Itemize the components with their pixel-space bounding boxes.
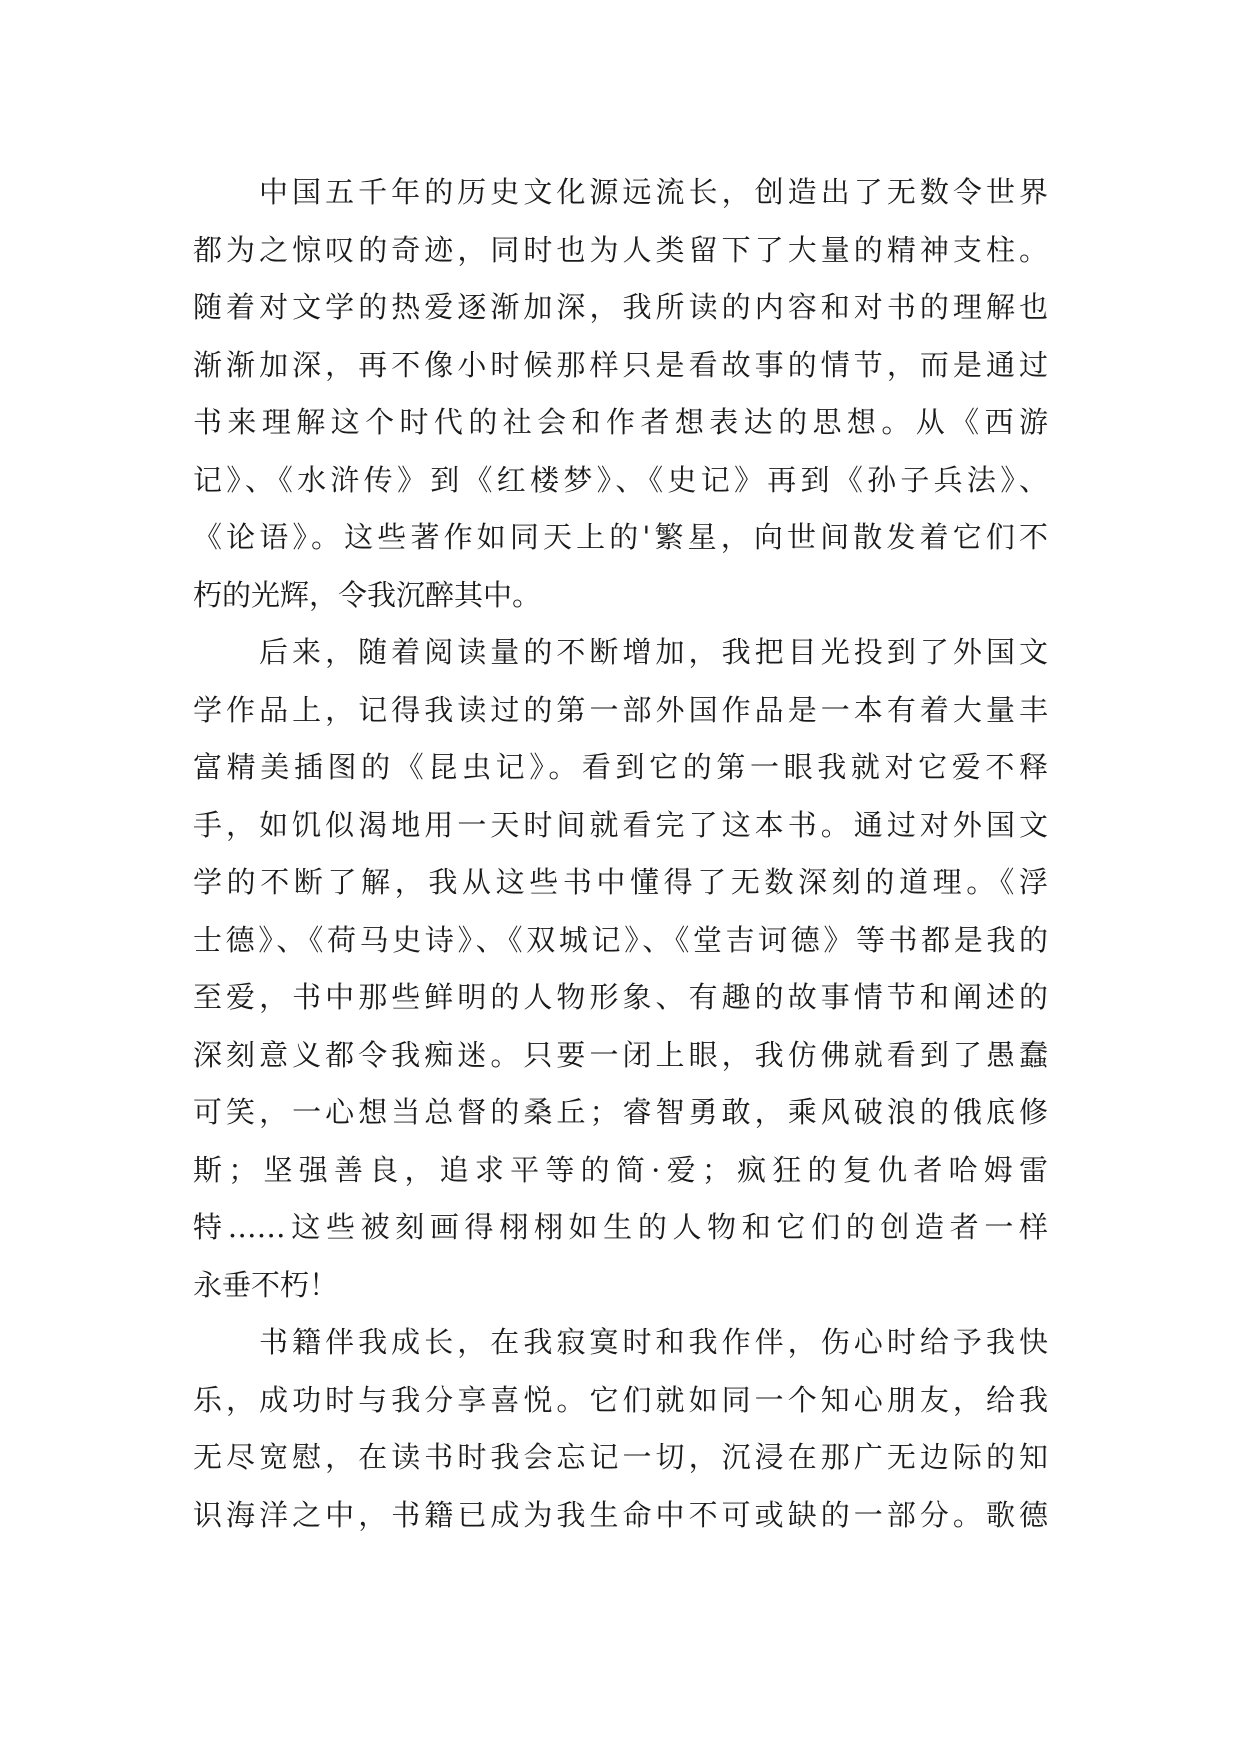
paragraph-1-line-1: 中国五千年的历史文化源远流长，创造出了无数令世界 [259, 175, 1048, 209]
paragraph-1-line-5: 书来理解这个时代的社会和作者想表达的思想。从《西游 [193, 405, 1048, 439]
paragraph-1-line-8: 朽的光辉，令我沉醉其中。 [193, 577, 542, 612]
paragraph-3-line-3: 无尽宽慰，在读书时我会忘记一切，沉浸在那广无边际的知 [193, 1440, 1048, 1474]
paragraph-1-line-6: 记》、《水浒传》到《红楼梦》、《史记》再到《孙子兵法》、 [193, 462, 1048, 497]
paragraph-2-line-12: 永垂不朽！ [193, 1267, 339, 1302]
paragraph-2-line-9: 可笑，一心想当总督的桑丘；睿智勇敢，乘风破浪的俄底修 [193, 1095, 1048, 1129]
paragraph-2-line-4: 手，如饥似渴地用一天时间就看完了这本书。通过对外国文 [193, 807, 1048, 842]
paragraph-3-line-1: 书籍伴我成长，在我寂寞时和我作伴，伤心时给予我快 [259, 1325, 1048, 1359]
paragraph-2-line-8: 深刻意义都令我痴迷。只要一闭上眼，我仿佛就看到了愚蠢 [193, 1037, 1048, 1072]
paragraph-1-line-2: 都为之惊叹的奇迹，同时也为人类留下了大量的精神支柱。 [193, 232, 1048, 267]
paragraph-2-line-2: 学作品上，记得我读过的第一部外国作品是一本有着大量丰 [193, 692, 1048, 727]
document-body [193, 164, 1048, 1544]
paragraph-1-line-7: 《论语》。这些著作如同天上的'繁星，向世间散发着它们不 [193, 520, 1048, 554]
paragraph-2-line-10: 斯；坚强善良，追求平等的简·爱；疯狂的复仇者哈姆雷 [193, 1152, 1048, 1187]
paragraph-3-line-4: 识海洋之中，书籍已成为我生命中不可或缺的一部分。歌德 [193, 1497, 1048, 1532]
paragraph-2-line-6: 士德》、《荷马史诗》、《双城记》、《堂吉诃德》等书都是我的 [193, 922, 1048, 957]
paragraph-2-line-11: 特……这些被刻画得栩栩如生的人物和它们的创造者一样 [193, 1210, 1048, 1244]
paragraph-2-line-3: 富精美插图的《昆虫记》。看到它的第一眼我就对它爱不释 [193, 750, 1048, 784]
paragraph-3-line-2: 乐，成功时与我分享喜悦。它们就如同一个知心朋友，给我 [193, 1382, 1048, 1417]
paragraph-1-line-3: 随着对文学的热爱逐渐加深，我所读的内容和对书的理解也 [193, 290, 1048, 324]
paragraph-2-line-7: 至爱，书中那些鲜明的人物形象、有趣的故事情节和阐述的 [193, 980, 1048, 1014]
paragraph-2-line-5: 学的不断了解，我从这些书中懂得了无数深刻的道理。《浮 [193, 865, 1048, 899]
paragraph-1-line-4: 渐渐加深，再不像小时候那样只是看故事的情节，而是通过 [193, 347, 1048, 382]
paragraph-2-line-1: 后来，随着阅读量的不断增加，我把目光投到了外国文 [259, 635, 1048, 669]
